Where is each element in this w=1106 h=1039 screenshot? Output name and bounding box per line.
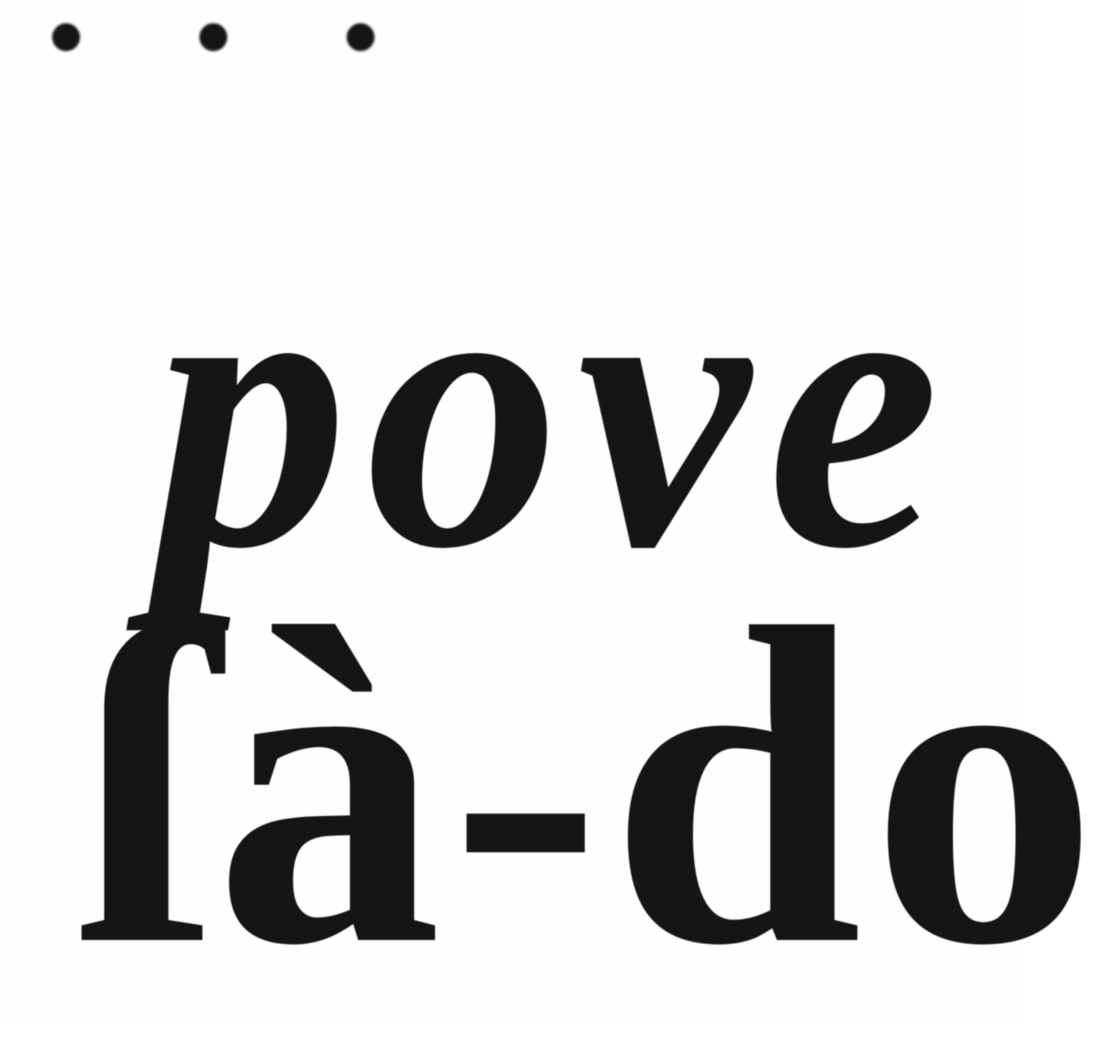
word-fragment-sa-do: ſà-do bbox=[80, 536, 1106, 1039]
cropped-top-text-line bbox=[40, 0, 482, 72]
word-fragment-pove: pove bbox=[154, 183, 958, 632]
